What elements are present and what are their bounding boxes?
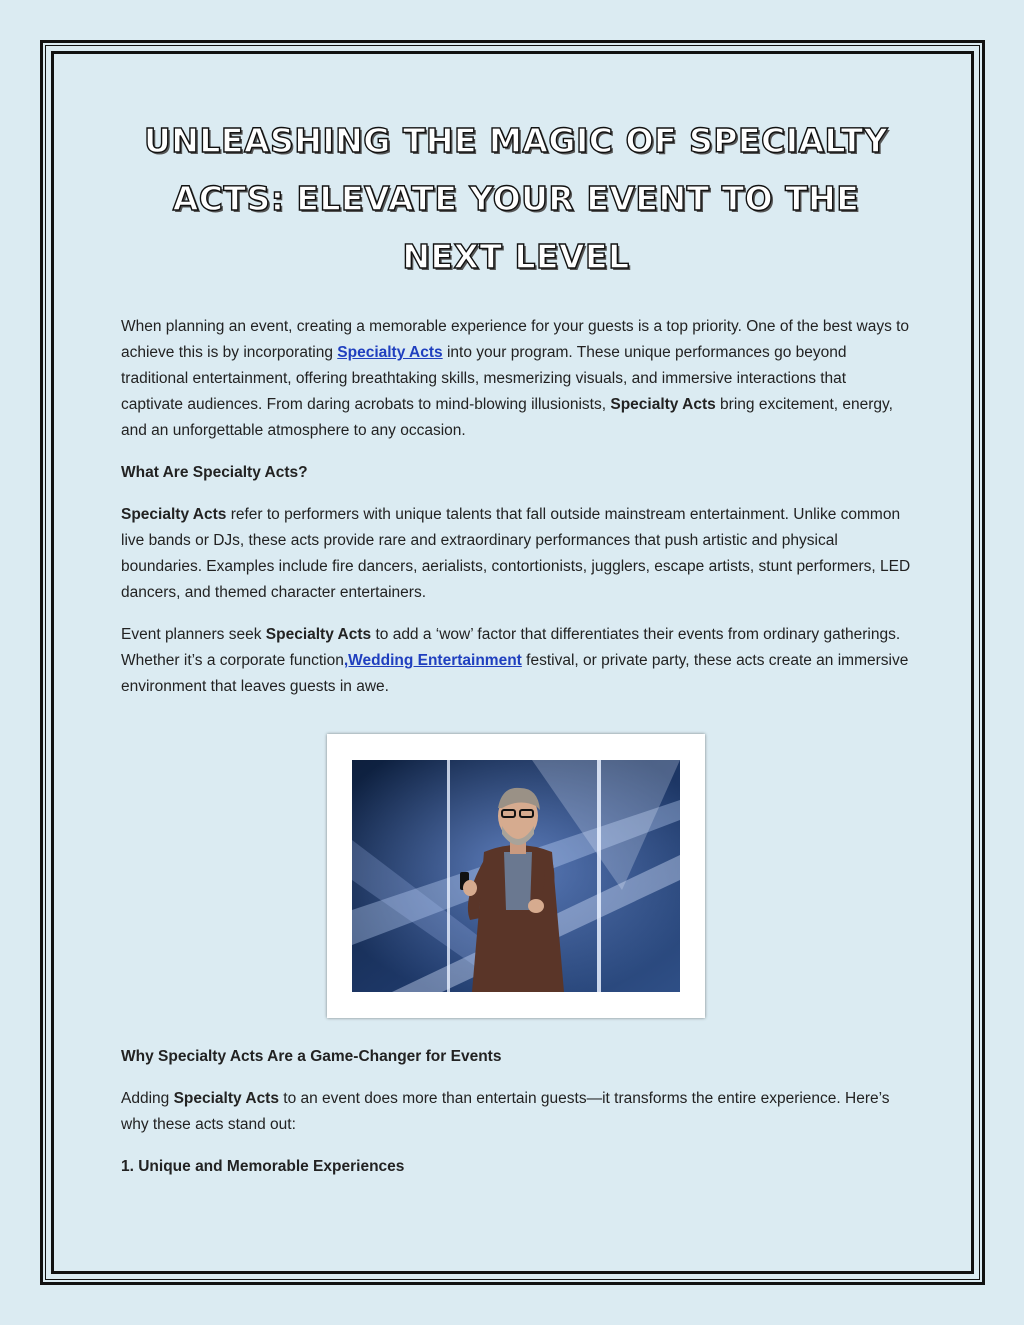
planners-paragraph (121, 622, 911, 700)
game-changer-bold: Specialty Acts (173, 1090, 279, 1107)
section-heading-what-are: What Are Specialty Acts? (121, 464, 308, 481)
wedding-entertainment-link[interactable]: ,Wedding Entertainment (343, 652, 522, 669)
planners-text-2: to add a ‘wow’ factor that differentiates their events from ordinary gatherings. Whether it’s a corporate function (121, 626, 901, 669)
game-changer-text-1: Adding (121, 1090, 174, 1107)
specialty-acts-link[interactable]: Specialty Acts (337, 344, 443, 361)
sub-heading-unique-experiences: 1. Unique and Memorable Experiences (121, 1158, 405, 1175)
intro-text-3: bring excitement, energy, and an unforgettable atmosphere to any occasion. (121, 396, 893, 439)
intro-text-2: into your program. These unique performances go beyond traditional entertainment, offering breathtaking skills, mesmerizing visuals, and immersive interactions that captivate audiences. From daring acrobats to mind-blowing illusionists, (121, 344, 847, 413)
intro-text-1: When planning an event, creating a memorable experience for your guests is a top priority. One of the best ways to achieve this is by incorporating (121, 318, 910, 361)
planners-text-3: festival, or private party, these acts create an immersive environment that leaves guests in awe. (121, 652, 909, 695)
planners-bold: Specialty Acts (265, 626, 372, 643)
definition-text: refer to performers with unique talents that fall outside mainstream entertainment. Unlike common live bands or DJs, these acts provide rare and extraordinary performances that push artistic and physical boundaries. Examples include fire dancers, aerialists, contortionists, jugglers, escape artists, stunt performers, LED dancers, and themed character entertainers. (121, 506, 911, 601)
planners-text-1: Event planners seek (121, 626, 266, 643)
document-content (121, 112, 911, 1196)
game-changer-paragraph (121, 1086, 911, 1138)
definition-paragraph (121, 502, 911, 606)
intro-bold: Specialty Acts (610, 396, 716, 413)
definition-bold: Specialty Acts (121, 506, 227, 523)
page-title: UNLEASHING THE MAGIC OF SPECIALTY ACTS: ELEVATE YOUR EVENT TO THE NEXT LEVEL (143, 121, 889, 276)
section-heading-game-changer: Why Specialty Acts Are a Game-Changer for Events (121, 1048, 502, 1065)
performer-photo (352, 760, 680, 992)
game-changer-text-2: to an event does more than entertain guests—it transforms the entire experience. Here’s why these acts stand out: (121, 1090, 890, 1133)
intro-paragraph (121, 314, 911, 444)
performer-photo-frame (327, 734, 705, 1018)
